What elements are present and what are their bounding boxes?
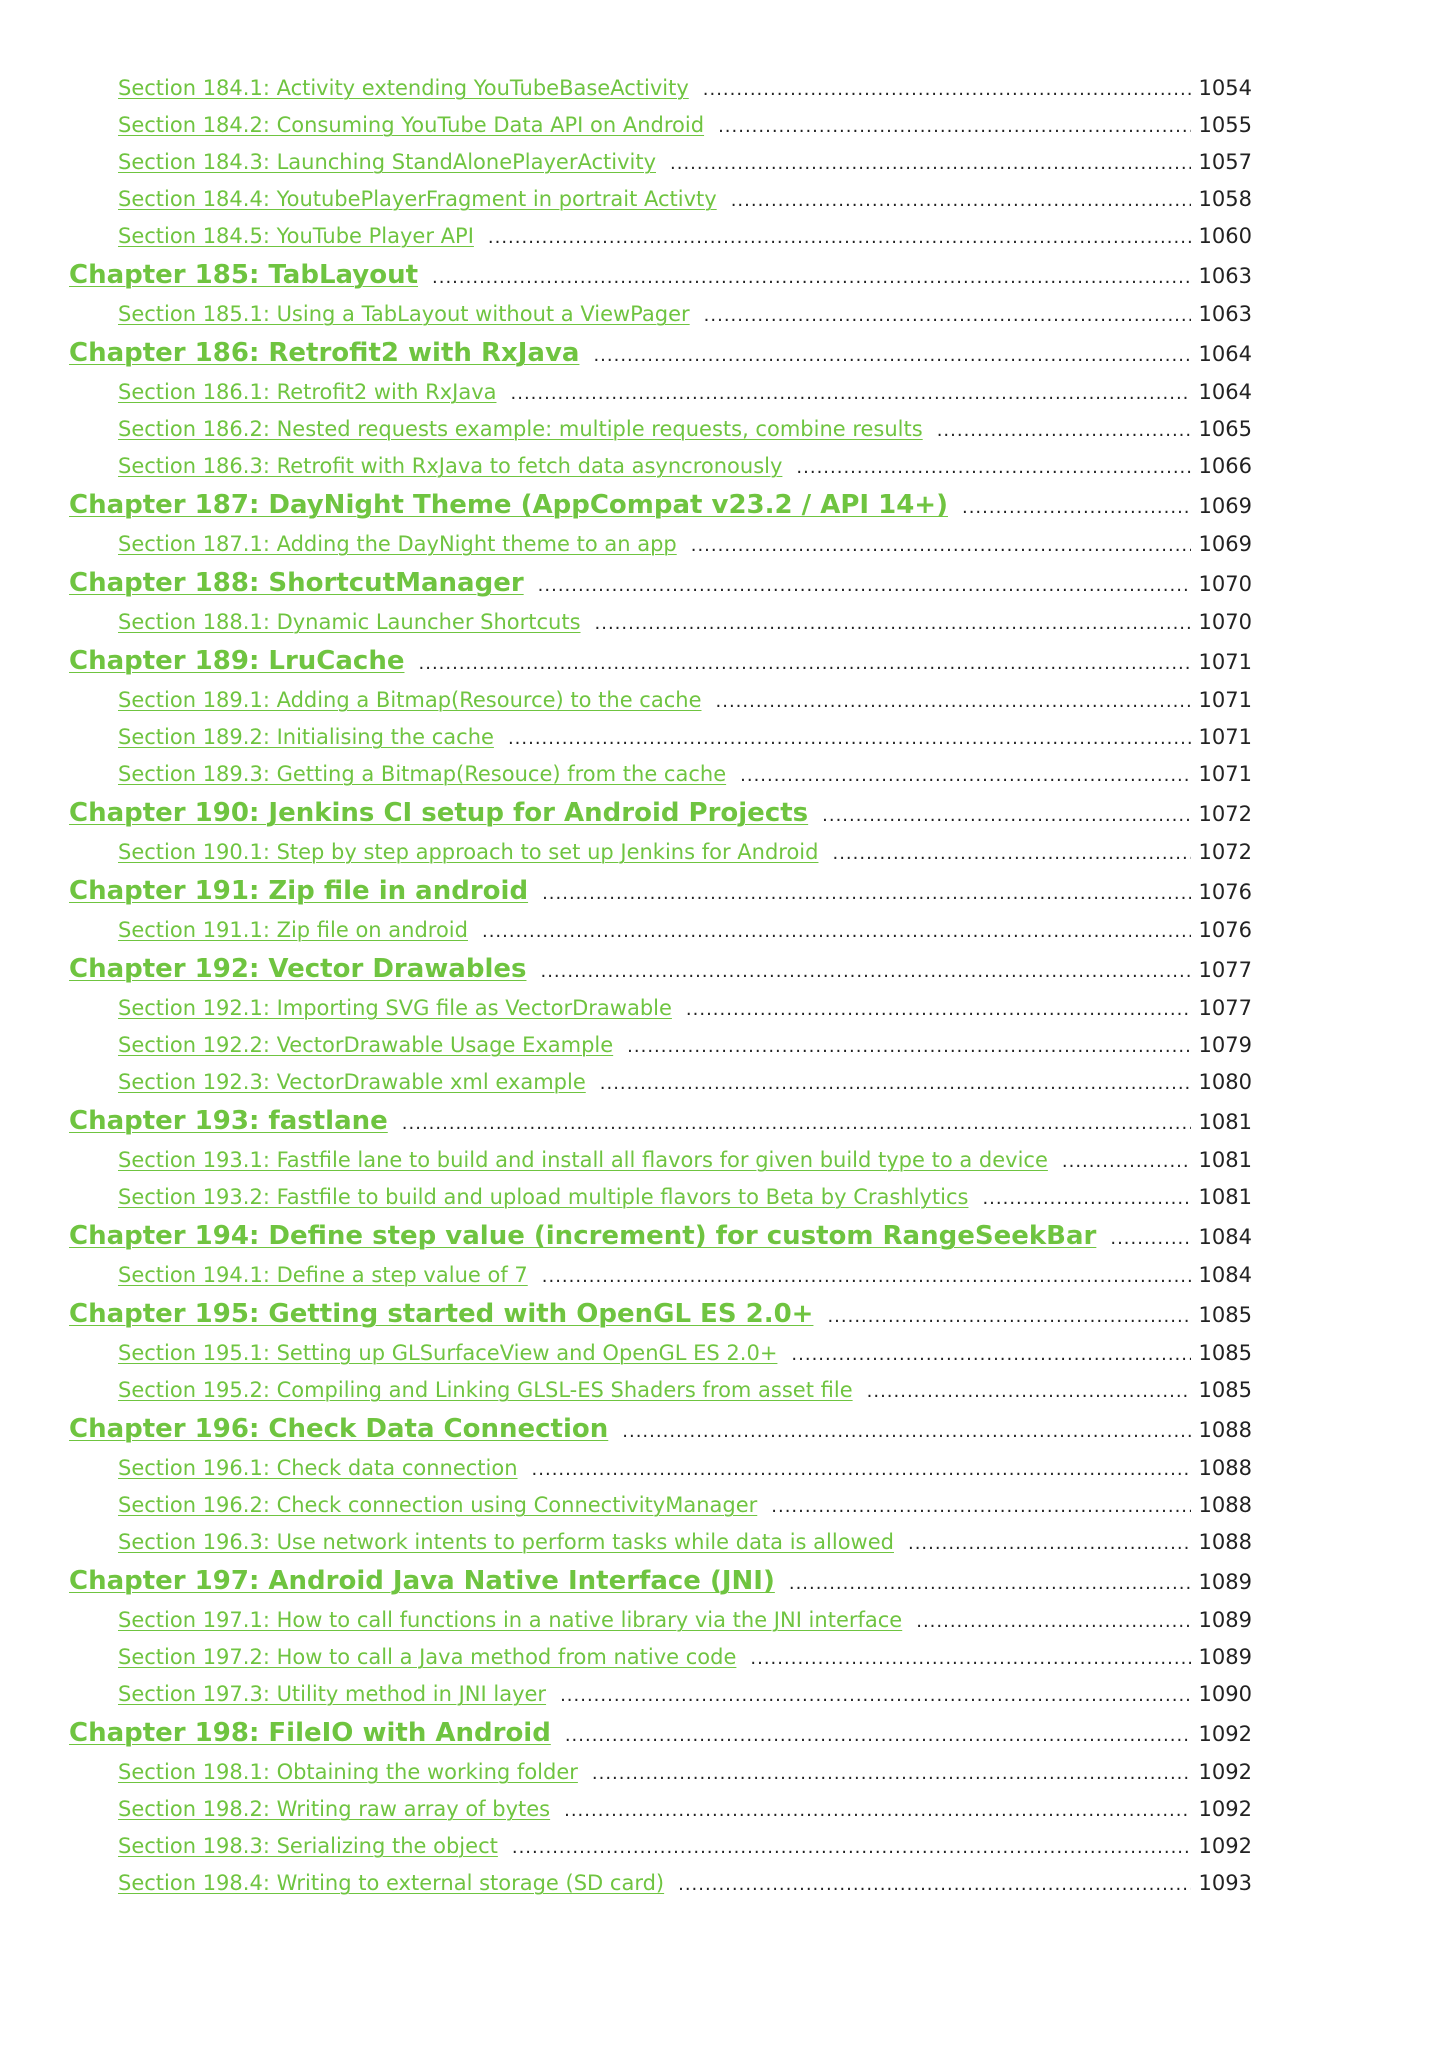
dot-leader [482,923,1191,941]
toc-chapter-entry[interactable] [0,1561,1252,1602]
section-title-link[interactable]: Section 195.2: Compiling and Linking GLSL-ES Shaders from asset file [118,1378,853,1402]
section-title-link[interactable]: Section 198.1: Obtaining the working folder [118,1760,578,1784]
dot-leader [538,577,1191,595]
dot-leader [532,1461,1191,1479]
section-title-link[interactable]: Section 196.1: Check data connection [118,1456,518,1480]
dot-leader [511,385,1191,403]
chapter-title-link[interactable]: Chapter 198: FileIO with Android [69,1718,551,1748]
toc-chapter-entry[interactable] [0,1216,1252,1257]
dot-leader [716,693,1191,711]
page-number: 1071 [1198,725,1252,749]
toc-section-entry[interactable] [0,1639,1252,1676]
dot-leader [670,155,1191,173]
toc-section-entry[interactable] [0,144,1252,181]
toc-section-entry[interactable] [0,1450,1252,1487]
dot-leader [1110,1230,1190,1248]
dot-leader [937,422,1191,440]
dot-leader [595,615,1191,633]
dot-leader [704,307,1191,325]
page-number: 1064 [1198,342,1252,366]
section-title-link[interactable]: Section 197.3: Utility method in JNI layer [118,1682,547,1706]
page-number: 1089 [1198,1570,1252,1594]
dot-leader [432,269,1191,287]
section-title-link[interactable]: Section 189.3: Getting a Bitmap(Resouce) from the cache [118,762,727,786]
page-number: 1076 [1198,880,1252,904]
toc-section-entry[interactable] [0,1142,1252,1179]
chapter-title-link[interactable]: Chapter 192: Vector Drawables [69,954,527,984]
toc-chapter-entry[interactable] [0,485,1252,526]
page-number: 1085 [1198,1341,1252,1365]
section-title-link[interactable]: Section 197.1: How to call functions in a native library via the JNI interface [118,1608,903,1632]
toc-chapter-entry[interactable] [0,641,1252,682]
toc-chapter-entry[interactable] [0,1409,1252,1450]
dot-leader [691,537,1191,555]
toc-section-entry[interactable] [0,181,1252,218]
section-title-link[interactable]: Section 189.1: Adding a Bitmap(Resource) to the cache [118,688,702,712]
section-title-link[interactable]: Section 186.2: Nested requests example: multiple requests, combine results [118,417,923,441]
toc-section-entry[interactable] [0,1487,1252,1524]
toc-chapter-entry[interactable] [0,793,1252,834]
page-number: 1071 [1198,762,1252,786]
section-title-link[interactable]: Section 194.1: Define a step value of 7 [118,1263,528,1287]
toc-section-entry[interactable] [0,296,1252,333]
page-number: 1081 [1198,1185,1252,1209]
page-number: 1088 [1198,1456,1252,1480]
section-title-link[interactable]: Section 188.1: Dynamic Launcher Shortcuts [118,610,581,634]
dot-leader [731,192,1191,210]
toc-section-entry[interactable] [0,107,1252,144]
page-number: 1063 [1198,302,1252,326]
dot-leader [564,1802,1190,1820]
dot-leader [512,1839,1191,1857]
chapter-title-link[interactable]: Chapter 195: Getting started with OpenGL ES 2.0+ [69,1299,814,1329]
toc-chapter-entry[interactable] [0,871,1252,912]
chapter-title-link[interactable]: Chapter 188: ShortcutManager [69,568,524,598]
dot-leader [791,1346,1190,1364]
chapter-title-link[interactable]: Chapter 185: TabLayout [69,260,419,290]
page-number: 1055 [1198,113,1252,137]
page-number: 1063 [1198,264,1252,288]
chapter-title-link[interactable]: Chapter 190: Jenkins CI setup for Android Projects [69,798,809,828]
dot-leader [593,347,1190,365]
section-title-link[interactable]: Section 186.3: Retrofit with RxJava to fetch data asyncronously [118,454,783,478]
section-title-link[interactable]: Section 192.2: VectorDrawable Usage Example [118,1033,614,1057]
page-number: 1064 [1198,380,1252,404]
toc-section-entry[interactable] [0,448,1252,485]
page-number: 1071 [1198,650,1252,674]
table-of-contents [0,70,1448,1902]
dot-leader [542,1268,1191,1286]
dot-leader [565,1727,1191,1745]
chapter-title-link[interactable]: Chapter 197: Android Java Native Interface (JNI) [69,1566,775,1596]
dot-leader [1062,1153,1191,1171]
toc-section-entry[interactable] [0,218,1252,255]
chapter-title-link[interactable]: Chapter 187: DayNight Theme (AppCompat v23.2 / API 14+) [69,490,948,520]
page-number: 1054 [1198,76,1252,100]
section-title-link[interactable]: Section 184.5: YouTube Player API [118,224,474,248]
section-title-link[interactable]: Section 184.1: Activity extending YouTubeBaseActivity [118,76,689,100]
page-number: 1069 [1198,532,1252,556]
section-title-link[interactable]: Section 197.2: How to call a Java method from native code [118,1645,737,1669]
section-title-link[interactable]: Section 191.1: Zip file on android [118,918,468,942]
dot-leader [627,1038,1190,1056]
page-number: 1088 [1198,1530,1252,1554]
dot-leader [982,1190,1190,1208]
page-number: 1069 [1198,494,1252,518]
chapter-title-link[interactable]: Chapter 194: Define step value (increment) for custom RangeSeekBar [69,1221,1097,1251]
section-title-link[interactable]: Section 189.2: Initialising the cache [118,725,494,749]
dot-leader [542,885,1190,903]
dot-leader [508,730,1191,748]
toc-section-entry[interactable] [0,1372,1252,1409]
page-number: 1060 [1198,224,1252,248]
toc-chapter-entry[interactable] [0,1101,1252,1142]
chapter-title-link[interactable]: Chapter 186: Retrofit2 with RxJava [69,338,580,368]
page-number: 1058 [1198,187,1252,211]
page-number: 1092 [1198,1722,1252,1746]
toc-chapter-entry[interactable] [0,563,1252,604]
toc-section-entry[interactable] [0,1335,1252,1372]
toc-section-entry[interactable] [0,990,1252,1027]
toc-chapter-entry[interactable] [0,255,1252,296]
dot-leader [718,118,1190,136]
dot-leader [540,963,1190,981]
toc-section-entry[interactable] [0,604,1252,641]
dot-leader [703,81,1191,99]
section-title-link[interactable]: Section 198.4: Writing to external storage (SD card) [118,1871,665,1895]
section-title-link[interactable]: Section 198.3: Serializing the object [118,1834,498,1858]
toc-section-entry[interactable] [0,1754,1252,1791]
toc-section-entry[interactable] [0,912,1252,949]
dot-leader [789,1575,1191,1593]
page-number: 1081 [1198,1110,1252,1134]
page-number: 1072 [1198,840,1252,864]
chapter-title-link[interactable]: Chapter 191: Zip file in android [69,876,529,906]
section-title-link[interactable]: Section 196.3: Use network intents to perform tasks while data is allowed [118,1530,894,1554]
section-title-link[interactable]: Section 184.4: YoutubePlayerFragment in portrait Activty [118,187,717,211]
toc-section-entry[interactable] [0,374,1252,411]
chapter-title-link[interactable]: Chapter 189: LruCache [69,646,405,676]
page-number: 1070 [1198,610,1252,634]
dot-leader [419,655,1191,673]
page-number: 1080 [1198,1070,1252,1094]
page-number: 1077 [1198,996,1252,1020]
toc-section-entry[interactable] [0,1179,1252,1216]
dot-leader [822,807,1190,825]
dot-leader [600,1075,1191,1093]
toc-section-entry[interactable] [0,1064,1252,1101]
page-number: 1057 [1198,150,1252,174]
toc-section-entry[interactable] [0,1257,1252,1294]
chapter-title-link[interactable]: Chapter 196: Check Data Connection [69,1414,609,1444]
dot-leader [488,229,1191,247]
toc-section-entry[interactable] [0,1602,1252,1639]
dot-leader [686,1001,1191,1019]
toc-section-entry[interactable] [0,1828,1252,1865]
section-title-link[interactable]: Section 193.2: Fastfile to build and upload multiple flavors to Beta by Crashlytics [118,1185,969,1209]
page-number: 1079 [1198,1033,1252,1057]
dot-leader [796,459,1190,477]
dot-leader [592,1765,1191,1783]
chapter-title-link[interactable]: Chapter 193: fastlane [69,1106,388,1136]
page-number: 1071 [1198,688,1252,712]
section-title-link[interactable]: Section 190.1: Step by step approach to set up Jenkins for Android [118,840,819,864]
page-number: 1088 [1198,1418,1252,1442]
section-title-link[interactable]: Section 198.2: Writing raw array of bytes [118,1797,551,1821]
dot-leader [908,1535,1191,1553]
dot-leader [962,499,1191,517]
toc-chapter-entry[interactable] [0,333,1252,374]
section-title-link[interactable]: Section 186.1: Retrofit2 with RxJava [118,380,497,404]
toc-section-entry[interactable] [0,1791,1252,1828]
page-number: 1084 [1198,1225,1252,1249]
section-title-link[interactable]: Section 196.2: Check connection using ConnectivityManager [118,1493,758,1517]
dot-leader [867,1383,1191,1401]
toc-section-entry[interactable] [0,719,1252,756]
toc-section-entry[interactable] [0,411,1252,448]
page-number: 1090 [1198,1682,1252,1706]
dot-leader [916,1613,1190,1631]
section-title-link[interactable]: Section 184.3: Launching StandAlonePlayerActivity [118,150,656,174]
page-number: 1092 [1198,1760,1252,1784]
page-number: 1092 [1198,1834,1252,1858]
toc-chapter-entry[interactable] [0,949,1252,990]
page-number: 1085 [1198,1303,1252,1327]
section-title-link[interactable]: Section 192.1: Importing SVG file as VectorDrawable [118,996,672,1020]
toc-section-entry[interactable] [0,682,1252,719]
toc-section-entry[interactable] [0,526,1252,563]
toc-section-entry[interactable] [0,1524,1252,1561]
dot-leader [771,1498,1190,1516]
dot-leader [560,1687,1190,1705]
page-number: 1092 [1198,1797,1252,1821]
dot-leader [740,767,1190,785]
toc-section-entry[interactable] [0,756,1252,793]
toc-chapter-entry[interactable] [0,1713,1252,1754]
dot-leader [678,1876,1190,1894]
page-number: 1065 [1198,417,1252,441]
page-number: 1070 [1198,572,1252,596]
toc-section-entry[interactable] [0,1865,1252,1902]
toc-section-entry[interactable] [0,1027,1252,1064]
page-number: 1085 [1198,1378,1252,1402]
page-number: 1093 [1198,1871,1252,1895]
page-number: 1088 [1198,1493,1252,1517]
dot-leader [750,1650,1190,1668]
section-title-link[interactable]: Section 192.3: VectorDrawable xml example [118,1070,586,1094]
page-number: 1089 [1198,1608,1252,1632]
page-number: 1084 [1198,1263,1252,1287]
toc-section-entry[interactable] [0,834,1252,871]
section-title-link[interactable]: Section 184.2: Consuming YouTube Data API on Android [118,113,705,137]
section-title-link[interactable]: Section 195.1: Setting up GLSurfaceView and OpenGL ES 2.0+ [118,1341,778,1365]
toc-chapter-entry[interactable] [0,1294,1252,1335]
page-number: 1076 [1198,918,1252,942]
section-title-link[interactable]: Section 193.1: Fastfile lane to build and install all flavors for given build type to a device [118,1148,1048,1172]
page-number: 1066 [1198,454,1252,478]
page-number: 1089 [1198,1645,1252,1669]
dot-leader [402,1115,1191,1133]
dot-leader [832,845,1190,863]
page-number: 1072 [1198,802,1252,826]
toc-section-entry[interactable] [0,1676,1252,1713]
dot-leader [827,1308,1190,1326]
page-number: 1077 [1198,958,1252,982]
section-title-link[interactable]: Section 185.1: Using a TabLayout without a ViewPager [118,302,690,326]
toc-section-entry[interactable] [0,70,1252,107]
dot-leader [622,1423,1190,1441]
section-title-link[interactable]: Section 187.1: Adding the DayNight theme to an app [118,532,677,556]
page-number: 1081 [1198,1148,1252,1172]
